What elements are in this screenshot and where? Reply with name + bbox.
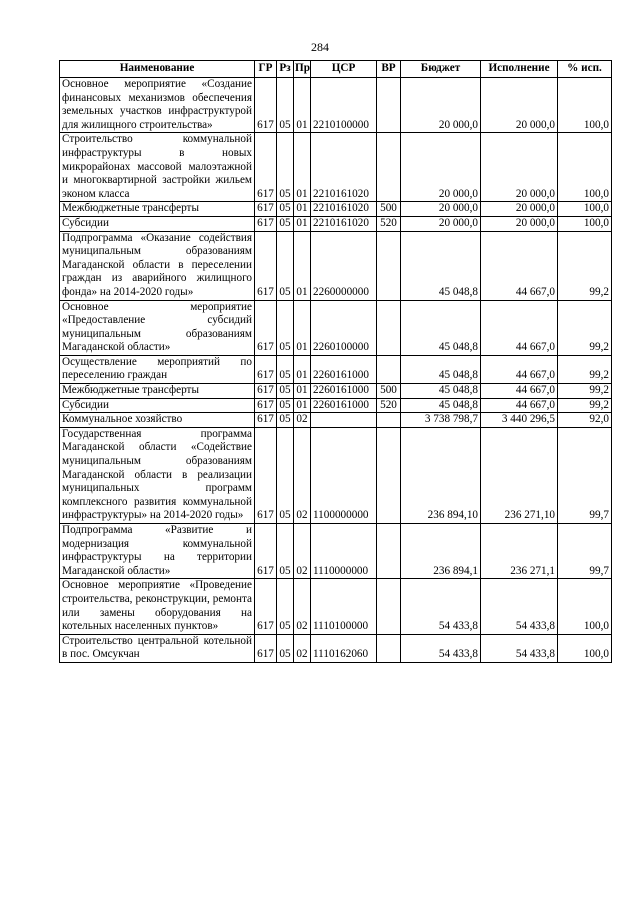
row-gr: 617 [255,384,277,399]
row-name: Осуществление мероприятий по переселению граждан [60,355,255,383]
row-rz: 05 [277,413,294,428]
row-budget: 3 738 798,7 [401,413,481,428]
row-rz: 05 [277,398,294,413]
row-rz: 05 [277,427,294,523]
row-pr: 02 [294,579,311,634]
row-vr [377,524,401,579]
row-budget: 45 048,8 [401,384,481,399]
table-row [60,355,612,383]
row-vr: 520 [377,216,401,231]
row-vr [377,634,401,662]
row-csr: 1100000000 [311,427,377,523]
row-execution: 20 000,0 [481,216,558,231]
row-name: Основное мероприятие «Проведение строительства, реконструкции, ремонта или замены оборудования на котельных населенных пунктов» [60,579,255,634]
row-gr: 617 [255,216,277,231]
row-gr: 617 [255,524,277,579]
row-name: Субсидии [60,216,255,231]
row-gr: 617 [255,427,277,523]
row-percent: 100,0 [558,202,612,217]
row-name: Основное мероприятие «Предоставление субсидий муниципальным образованиям Магаданской области» [60,300,255,355]
row-percent: 100,0 [558,216,612,231]
row-name: Государственная программа Магаданской области «Содействие муниципальным образованиям Магаданской области в реализации муниципальных программ комплексного развития коммунальной инфраструктуры» на 2014-2020 годы» [60,427,255,523]
row-percent: 100,0 [558,133,612,202]
row-percent: 99,7 [558,524,612,579]
row-budget: 20 000,0 [401,202,481,217]
header-pr: Пр [294,61,311,78]
header-percent: % исп. [558,61,612,78]
row-pr: 01 [294,202,311,217]
row-percent: 99,2 [558,398,612,413]
page-number: 284 [311,40,329,54]
row-budget: 236 894,10 [401,427,481,523]
table-header-row [60,61,612,78]
row-gr: 617 [255,202,277,217]
row-rz: 05 [277,524,294,579]
row-name: Межбюджетные трансферты [60,384,255,399]
row-vr: 500 [377,384,401,399]
table-body [60,78,612,663]
row-execution: 44 667,0 [481,384,558,399]
row-rz: 05 [277,133,294,202]
table-row [60,133,612,202]
row-pr: 01 [294,300,311,355]
row-pr: 02 [294,524,311,579]
table-row [60,579,612,634]
table-row [60,384,612,399]
row-rz: 05 [277,202,294,217]
row-gr: 617 [255,634,277,662]
row-name: Коммунальное хозяйство [60,413,255,428]
table-row [60,524,612,579]
row-execution: 54 433,8 [481,634,558,662]
row-execution: 3 440 296,5 [481,413,558,428]
row-gr: 617 [255,398,277,413]
table-row [60,427,612,523]
row-rz: 05 [277,300,294,355]
row-execution: 236 271,10 [481,427,558,523]
row-csr: 1110000000 [311,524,377,579]
row-execution: 44 667,0 [481,300,558,355]
row-pr: 02 [294,427,311,523]
row-execution: 54 433,8 [481,579,558,634]
row-gr: 617 [255,355,277,383]
header-name: Наименование [60,61,255,78]
row-pr: 01 [294,78,311,133]
row-percent: 100,0 [558,78,612,133]
row-csr: 2210161020 [311,133,377,202]
row-gr: 617 [255,413,277,428]
table-row [60,413,612,428]
row-execution: 236 271,1 [481,524,558,579]
row-pr: 01 [294,231,311,300]
row-budget: 20 000,0 [401,216,481,231]
row-pr: 01 [294,398,311,413]
row-budget: 236 894,1 [401,524,481,579]
row-vr [377,413,401,428]
table-row [60,231,612,300]
row-execution: 44 667,0 [481,231,558,300]
header-csr: ЦСР [311,61,377,78]
row-rz: 05 [277,634,294,662]
row-csr [311,413,377,428]
row-budget: 45 048,8 [401,355,481,383]
row-csr: 2210161020 [311,216,377,231]
row-vr [377,231,401,300]
row-csr: 2260161000 [311,384,377,399]
row-vr [377,579,401,634]
table-row [60,202,612,217]
row-csr: 2260161000 [311,398,377,413]
row-gr: 617 [255,78,277,133]
row-execution: 20 000,0 [481,133,558,202]
table-row [60,398,612,413]
table-row [60,300,612,355]
row-percent: 100,0 [558,634,612,662]
table-row [60,216,612,231]
header-execution: Исполнение [481,61,558,78]
row-pr: 01 [294,216,311,231]
row-pr: 02 [294,634,311,662]
row-pr: 01 [294,384,311,399]
row-pr: 01 [294,133,311,202]
row-execution: 44 667,0 [481,355,558,383]
row-gr: 617 [255,231,277,300]
row-csr: 2260161000 [311,355,377,383]
row-vr [377,427,401,523]
row-budget: 45 048,8 [401,398,481,413]
header-gr: ГР [255,61,277,78]
row-vr: 500 [377,202,401,217]
row-percent: 92,0 [558,413,612,428]
row-execution: 44 667,0 [481,398,558,413]
row-vr [377,355,401,383]
row-vr [377,133,401,202]
header-rz: Рз [277,61,294,78]
row-name: Субсидии [60,398,255,413]
table-row [60,634,612,662]
row-percent: 99,2 [558,231,612,300]
row-csr: 2210100000 [311,78,377,133]
row-name: Основное мероприятие «Создание финансовых механизмов обеспечения земельных участков инфраструктурой для жилищного строительства» [60,78,255,133]
row-rz: 05 [277,355,294,383]
row-vr [377,300,401,355]
row-name: Строительство центральной котельной в пос. Омсукчан [60,634,255,662]
row-gr: 617 [255,133,277,202]
row-percent: 99,7 [558,427,612,523]
row-rz: 05 [277,231,294,300]
row-percent: 99,2 [558,355,612,383]
row-budget: 20 000,0 [401,133,481,202]
row-pr: 02 [294,413,311,428]
row-csr: 2260000000 [311,231,377,300]
row-budget: 20 000,0 [401,78,481,133]
row-csr: 2210161020 [311,202,377,217]
row-budget: 45 048,8 [401,300,481,355]
row-vr [377,78,401,133]
row-budget: 54 433,8 [401,634,481,662]
row-percent: 100,0 [558,579,612,634]
row-pr: 01 [294,355,311,383]
table-row [60,78,612,133]
header-vr: ВР [377,61,401,78]
row-name: Строительство коммунальной инфраструктуры в новых микрорайонах массовой малоэтажной и многоквартирной застройки жильем эконом класса [60,133,255,202]
header-budget: Бюджет [401,61,481,78]
row-csr: 2260100000 [311,300,377,355]
row-rz: 05 [277,78,294,133]
row-rz: 05 [277,384,294,399]
row-budget: 54 433,8 [401,579,481,634]
row-gr: 617 [255,300,277,355]
row-name: Межбюджетные трансферты [60,202,255,217]
budget-table [59,60,612,663]
row-rz: 05 [277,216,294,231]
row-csr: 1110100000 [311,579,377,634]
row-name: Подпрограмма «Развитие и модернизация коммунальной инфраструктуры на территории Магаданской области» [60,524,255,579]
row-rz: 05 [277,579,294,634]
row-execution: 20 000,0 [481,78,558,133]
row-percent: 99,2 [558,384,612,399]
row-execution: 20 000,0 [481,202,558,217]
row-vr: 520 [377,398,401,413]
row-percent: 99,2 [558,300,612,355]
row-gr: 617 [255,579,277,634]
row-csr: 1110162060 [311,634,377,662]
row-budget: 45 048,8 [401,231,481,300]
row-name: Подпрограмма «Оказание содействия муниципальным образованиям Магаданской области в переселении граждан из аварийного жилищного фонда» на 2014-2020 годы» [60,231,255,300]
